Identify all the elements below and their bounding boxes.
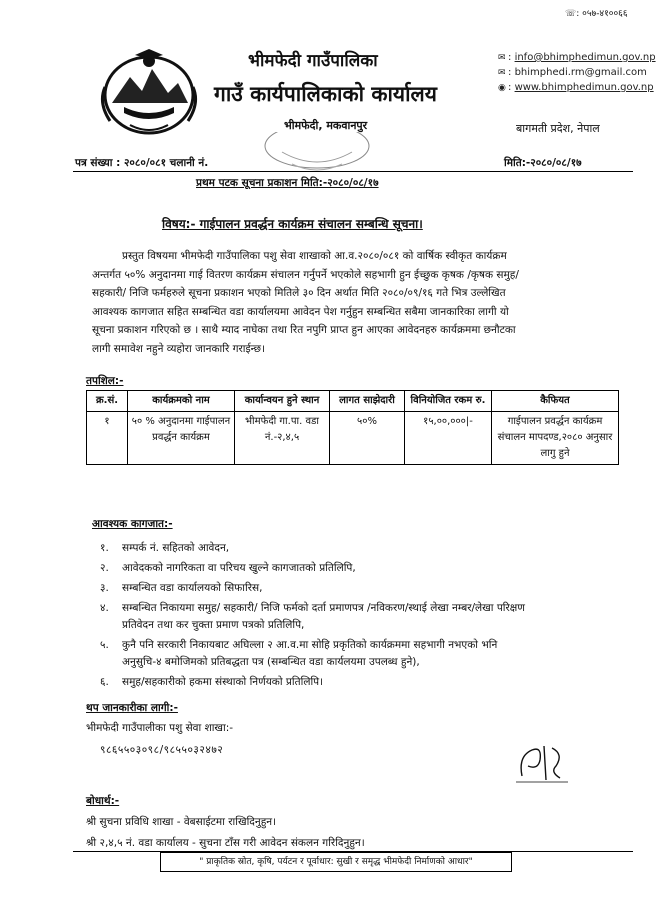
footer-slogan: " प्राकृतिक स्रोत, कृषि, पर्यटन र पूर्वाधार: सुखी र समृद्ध भीमफेदी निर्माणको आधार" [160,852,512,872]
header-cost-sharing: लागत साझेदारी [330,391,405,412]
office-location: भीमफेदी, मकवानपुर [284,119,368,132]
cell-location: भीमफेदी गा.पा. वडा नं.-२,४,५ [235,412,330,465]
header-remarks: कैफियत [492,391,619,412]
contact-phones: ९८६५५०३०९८/९८५५०३२४७२ [100,744,224,756]
publication-date-line: प्रथम पटक सूचना प्रकाशन मिति:-२०८०/०८/१७ [196,177,379,189]
header-serial: क्र.सं. [87,391,128,412]
email-icon: ✉ [498,53,506,63]
notice-subject: विषय:- गाईपालन प्रवर्द्धन कार्यक्रम संचालन सम्बन्धि सूचना। [162,217,423,231]
gmail-line: ✉ : bhimphedi.rm@gmail.com [498,67,647,78]
globe-icon: ◉ [498,83,506,93]
body-line: लागी समावेश नहुने व्यहोरा जानकारि गराईन्छ। [92,342,266,355]
list-item: ३. सम्बन्धित वडा कार्यालयको सिफारिस, [100,582,263,594]
phone-number: ☏: ०५७-४१००६६ [565,9,628,19]
cell-serial: १ [87,412,128,465]
cell-allocated-amount: १५,००,०००|- [405,412,492,465]
letter-date: मिति:-२०८०/०८/१७ [504,157,582,169]
email-line: ✉ : info@bhimphedimun.gov.np [498,52,656,63]
mail-icon: ✉ [498,68,506,78]
cc-heading: बोधार्थ:- [86,795,120,807]
body-line: सहकारी/ निजि फर्महरुले सूचना प्रकाशन भएको मितिले ३० दिन अर्थात मिति २०८०/०९/१६ गते भित्र उल्लेखित [92,287,506,299]
list-item: प्रतिवेदन तथा कर चुक्ता प्रमाण पत्रको प्रतिलिपि, [122,619,305,631]
list-item: ६. समुह/सहकारीको हकमा संस्थाको निर्णयको प्रतिलिपि। [100,676,324,688]
details-heading: तपशिल:- [86,375,124,387]
signature [512,736,572,788]
office-name: गाउँ कार्यपालिकाको कार्यालय [214,82,437,106]
more-info-line: भीमफेदी गाउँपालीका पशु सेवा शाखा:- [86,722,234,734]
website-link[interactable]: www.bhimphedimun.gov.np [514,82,654,93]
gmail-address[interactable]: bhimphedi.rm@gmail.com [514,67,647,78]
more-info-heading: थप जानकारीका लागी:- [86,702,178,714]
body-line: अन्तर्गत ५०% अनुदानमा गाई वितरण कार्यक्रम संचालन गर्नुपर्ने भएकोले सहभागी हुन ईच्छुक कृषक /कृषक समुह/ [92,268,519,281]
header-location: कार्यान्वयन हुने स्थान [235,391,330,412]
program-details-table [86,390,619,465]
cell-remarks: गाईपालन प्रवर्द्धन कार्यक्रम संचालन मापदण्ड,२०८० अनुसार लागु हुने [492,412,619,465]
cell-program-name: ५० % अनुदानमा गाईपालन प्रवर्द्धन कार्यक्रम [128,412,235,465]
table-row [87,412,619,465]
cc-item: श्री सुचना प्रविधि शाखा - वेबसाईटमा राखिदिनुहुन। [86,816,277,828]
cell-cost-sharing: ५०% [330,412,405,465]
municipality-name: भीमफेदी गाउँपालिका [248,51,378,71]
body-line: आवश्यक कागजात सहित सम्बन्धित वडा कार्यालयमा आवेदन पेश गर्नुहुन सम्बन्धित सबैमा जानकारिका लागी यो [92,305,509,318]
reference-number: पत्र संख्या : २०८०/०८१ चलानी नं. [75,157,209,169]
header-allocated-amount: विनियोजित रकम रु. [405,391,492,412]
body-line: प्रस्तुत विषयमा भीमफेदी गाउँपालिका पशु सेवा शाखाको आ.व.२०८०/०८१ को वार्षिक स्वीकृत कार्यक्रम [122,250,507,262]
header-program-name: कार्यक्रमको नाम [128,391,235,412]
province-name: बागमती प्रदेश, नेपाल [516,122,600,135]
table-header-row [87,391,619,412]
documents-list [100,540,525,691]
notice-body [92,247,612,358]
list-item: २. आवेदकको नागरिकता वा परिचय खुल्ने कागजातको प्रतिलिपि, [100,562,356,574]
list-item: १. सम्पर्क नं. सहितको आवेदन, [100,542,230,554]
email-link[interactable]: info@bhimphedimun.gov.np [514,52,656,63]
list-item: अनुसुचि-४ बमोजिमको प्रतिबद्धता पत्र (सम्बन्धित वडा कार्यलयमा उपलब्ध हुने), [122,656,420,668]
list-item: ५. कुनै पनि सरकारी निकायबाट अघिल्ला २ आ.व.मा सोहि प्रकृतिको कार्यक्रममा सहभागी नभएको भनि [100,639,498,651]
list-item: ४. सम्बन्धित निकायमा समुह/ सहकारी/ निजि फर्मको दर्ता प्रमाणपत्र /नविकरण/स्थाई लेखा नम्बर/लेखा परिक्षण [100,602,525,614]
government-emblem-logo [90,47,208,137]
body-line: सूचना प्रकाशन गरिएको छ । साथै म्याद नाघेका तथा रित नपुगि प्राप्त हुन आएका आवेदनहरु कार्यक्रममा छनौटका [92,324,516,336]
header-divider [73,171,633,172]
cc-item: श्री २,४,५ नं. वडा कार्यालय - सुचना टाँस गरी आवेदन संकलन गरिदिनुहुन। [86,837,365,849]
documents-heading: आवश्यक कागजात:- [92,518,173,530]
office-stamp [262,132,372,182]
website-line: ◉ : www.bhimphedimun.gov.np [498,82,654,93]
